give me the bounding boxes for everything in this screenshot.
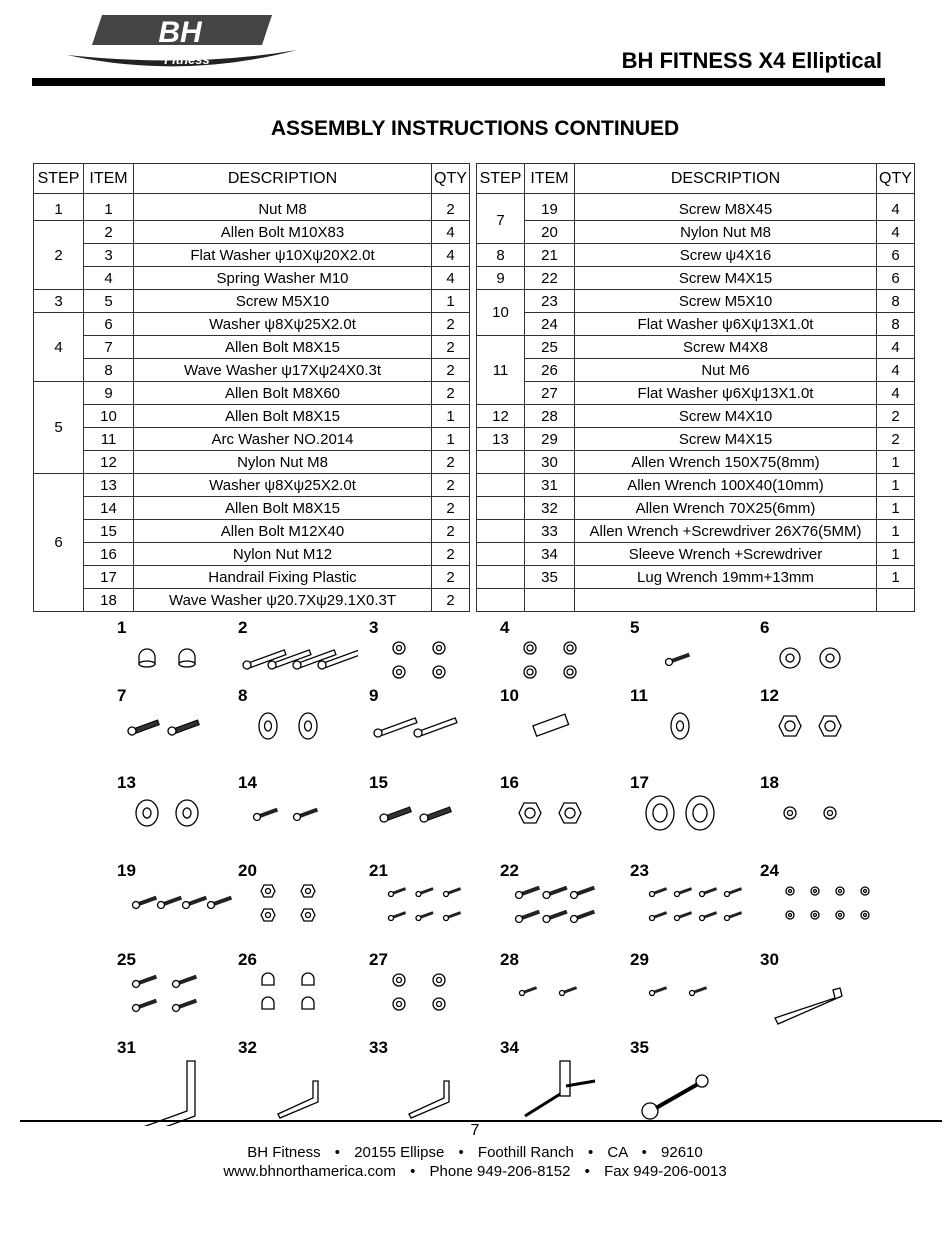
part-icon [630, 1056, 750, 1126]
qty-cell: 2 [432, 497, 470, 520]
part-number: 22 [500, 861, 519, 880]
item-cell: 21 [525, 244, 575, 267]
part-number: 11 [630, 686, 648, 705]
item-cell: 34 [525, 543, 575, 566]
step-cell [477, 566, 525, 589]
step-cell: 4 [34, 313, 84, 382]
description-cell: Screw M4X8 [575, 336, 877, 359]
part-28 [500, 950, 620, 1030]
footer-fax: Fax 949-206-0013 [604, 1163, 727, 1180]
item-cell: 7 [84, 336, 134, 359]
qty-cell: 1 [432, 290, 470, 313]
part-11 [630, 686, 750, 766]
step-cell: 10 [477, 290, 525, 336]
footer-address [0, 1144, 950, 1161]
part-number: 21 [369, 861, 388, 880]
part-icon [760, 879, 880, 949]
item-cell: 25 [525, 336, 575, 359]
part-number: 8 [238, 686, 248, 705]
part-icon [117, 704, 237, 774]
item-cell: 23 [525, 290, 575, 313]
description-cell: Flat Washer ψ6Xψ13X1.0t [575, 382, 877, 405]
footer-zip: 92610 [661, 1144, 703, 1161]
part-16 [500, 773, 620, 853]
bh-fitness-logo [62, 10, 302, 78]
table-row [34, 405, 470, 428]
col-description: DESCRIPTION [134, 164, 432, 194]
item-cell: 10 [84, 405, 134, 428]
table-row [477, 359, 915, 382]
item-cell: 13 [84, 474, 134, 497]
step-cell: 8 [477, 244, 525, 267]
part-19 [117, 861, 237, 941]
item-cell: 11 [84, 428, 134, 451]
part-12 [760, 686, 880, 766]
description-cell: Wave Washer ψ17Xψ24X0.3t [134, 359, 432, 382]
part-number: 9 [369, 686, 379, 705]
item-cell: 26 [525, 359, 575, 382]
part-number: 13 [117, 773, 136, 792]
footer-website[interactable]: www.bhnorthamerica.com [223, 1163, 396, 1180]
qty-cell [877, 589, 915, 612]
part-icon [238, 791, 358, 861]
part-icon [760, 791, 880, 861]
item-cell: 3 [84, 244, 134, 267]
table-row [34, 451, 470, 474]
step-cell [477, 474, 525, 497]
part-8 [238, 686, 358, 766]
qty-cell: 1 [432, 428, 470, 451]
part-icon [630, 968, 750, 1038]
description-cell: Nylon Nut M8 [575, 221, 877, 244]
part-26 [238, 950, 358, 1030]
part-number: 1 [117, 618, 127, 637]
table-row [34, 244, 470, 267]
item-cell: 29 [525, 428, 575, 451]
description-cell: Handrail Fixing Plastic [134, 566, 432, 589]
header-rule [32, 78, 885, 86]
description-cell: Washer ψ8Xψ25X2.0t [134, 474, 432, 497]
part-icon [238, 879, 358, 949]
table-row [477, 244, 915, 267]
qty-cell: 4 [877, 194, 915, 221]
description-cell: Lug Wrench 19mm+13mm [575, 566, 877, 589]
description-cell: Arc Washer NO.2014 [134, 428, 432, 451]
step-cell: 7 [477, 194, 525, 244]
step-cell: 13 [477, 428, 525, 451]
step-cell: 12 [477, 405, 525, 428]
part-10 [500, 686, 620, 766]
qty-cell: 4 [432, 221, 470, 244]
item-cell: 1 [84, 194, 134, 221]
qty-cell: 4 [432, 267, 470, 290]
table-row [477, 194, 915, 221]
step-cell [477, 497, 525, 520]
part-35 [630, 1038, 750, 1118]
table-row [477, 474, 915, 497]
part-29 [630, 950, 750, 1030]
description-cell: Flat Washer ψ6Xψ13X1.0t [575, 313, 877, 336]
part-number: 15 [369, 773, 388, 792]
table-row [34, 589, 470, 612]
table-row [34, 290, 470, 313]
table-row [477, 451, 915, 474]
description-cell: Allen Wrench +Screwdriver 26X76(5MM) [575, 520, 877, 543]
footer-contact [0, 1163, 950, 1180]
item-cell: 17 [84, 566, 134, 589]
qty-cell: 2 [432, 520, 470, 543]
qty-cell: 4 [877, 221, 915, 244]
description-cell: Allen Bolt M10X83 [134, 221, 432, 244]
part-9 [369, 686, 489, 766]
part-number: 20 [238, 861, 257, 880]
item-cell: 20 [525, 221, 575, 244]
part-number: 28 [500, 950, 519, 969]
part-33 [369, 1038, 489, 1118]
qty-cell: 2 [432, 566, 470, 589]
table-row [34, 566, 470, 589]
part-number: 17 [630, 773, 649, 792]
document-title: BH FITNESS X4 Elliptical [621, 48, 882, 73]
qty-cell: 2 [877, 405, 915, 428]
item-cell: 15 [84, 520, 134, 543]
bullet: • [587, 1144, 594, 1161]
part-icon [117, 1056, 237, 1126]
table-row [34, 474, 470, 497]
part-32 [238, 1038, 358, 1118]
description-cell: Allen Wrench 70X25(6mm) [575, 497, 877, 520]
description-cell: Nut M8 [134, 194, 432, 221]
part-number: 10 [500, 686, 519, 705]
col-item: ITEM [525, 164, 575, 194]
part-20 [238, 861, 358, 941]
qty-cell: 2 [432, 451, 470, 474]
table-row [34, 359, 470, 382]
step-cell: 3 [34, 290, 84, 313]
part-icon [238, 1056, 358, 1126]
part-15 [369, 773, 489, 853]
part-icon [369, 791, 489, 861]
bullet: • [641, 1144, 647, 1161]
part-icon [500, 968, 620, 1038]
description-cell: Allen Bolt M8X15 [134, 497, 432, 520]
item-cell: 32 [525, 497, 575, 520]
item-cell: 30 [525, 451, 575, 474]
part-27 [369, 950, 489, 1030]
part-number: 33 [369, 1038, 388, 1057]
part-22 [500, 861, 620, 941]
step-cell: 6 [34, 474, 84, 612]
part-number: 6 [760, 618, 770, 637]
part-30 [760, 950, 880, 1030]
col-qty: QTY [432, 164, 470, 194]
bullet: • [410, 1163, 416, 1180]
part-number: 18 [760, 773, 779, 792]
part-7 [117, 686, 237, 766]
part-25 [117, 950, 237, 1030]
item-cell: 2 [84, 221, 134, 244]
parts-illustrations [0, 618, 950, 1118]
description-cell: Nut M6 [575, 359, 877, 382]
qty-cell: 2 [432, 194, 470, 221]
part-14 [238, 773, 358, 853]
part-number: 25 [117, 950, 136, 969]
part-number: 23 [630, 861, 649, 880]
description-cell: Nylon Nut M8 [134, 451, 432, 474]
step-cell: 2 [34, 221, 84, 290]
part-17 [630, 773, 750, 853]
table-row [34, 221, 470, 244]
table-row [34, 313, 470, 336]
qty-cell: 2 [432, 359, 470, 382]
description-cell: Allen Bolt M12X40 [134, 520, 432, 543]
item-cell: 9 [84, 382, 134, 405]
qty-cell: 2 [432, 474, 470, 497]
col-item: ITEM [84, 164, 134, 194]
step-cell: 9 [477, 267, 525, 290]
item-cell: 22 [525, 267, 575, 290]
description-cell: Allen Wrench 100X40(10mm) [575, 474, 877, 497]
table-row [477, 290, 915, 313]
table-row [477, 543, 915, 566]
part-number: 16 [500, 773, 519, 792]
table-row [34, 194, 470, 221]
description-cell: Screw M4X10 [575, 405, 877, 428]
part-number: 14 [238, 773, 257, 792]
col-step: STEP [34, 164, 84, 194]
part-icon [500, 879, 620, 949]
part-icon [238, 968, 358, 1038]
step-cell [477, 589, 525, 612]
part-icon [238, 704, 358, 774]
table-row [477, 382, 915, 405]
part-icon [369, 704, 489, 774]
description-cell: Spring Washer M10 [134, 267, 432, 290]
item-cell: 14 [84, 497, 134, 520]
qty-cell: 1 [877, 497, 915, 520]
footer-company: BH Fitness [247, 1144, 321, 1161]
table-row [477, 589, 915, 612]
description-cell [575, 589, 877, 612]
qty-cell: 1 [877, 451, 915, 474]
qty-cell: 4 [877, 336, 915, 359]
qty-cell: 6 [877, 267, 915, 290]
description-cell: Wave Washer ψ20.7Xψ29.1X0.3T [134, 589, 432, 612]
part-13 [117, 773, 237, 853]
step-cell: 5 [34, 382, 84, 474]
step-cell [477, 520, 525, 543]
part-icon [500, 1056, 620, 1126]
qty-cell: 1 [432, 405, 470, 428]
qty-cell: 2 [432, 589, 470, 612]
item-cell: 8 [84, 359, 134, 382]
description-cell: Allen Wrench 150X75(8mm) [575, 451, 877, 474]
item-cell: 12 [84, 451, 134, 474]
qty-cell: 4 [432, 244, 470, 267]
page-number: 7 [470, 1122, 480, 1139]
item-cell: 18 [84, 589, 134, 612]
part-number: 29 [630, 950, 649, 969]
description-cell: Screw M4X15 [575, 428, 877, 451]
qty-cell: 2 [432, 543, 470, 566]
item-cell: 24 [525, 313, 575, 336]
part-icon [369, 879, 489, 949]
description-cell: Nylon Nut M12 [134, 543, 432, 566]
step-cell: 11 [477, 336, 525, 405]
description-cell: Washer ψ8Xψ25X2.0t [134, 313, 432, 336]
table-row [34, 336, 470, 359]
footer-state: CA [607, 1144, 628, 1161]
part-number: 32 [238, 1038, 257, 1057]
qty-cell: 2 [432, 382, 470, 405]
step-cell: 1 [34, 194, 84, 221]
description-cell: Allen Bolt M8X15 [134, 336, 432, 359]
parts-table-right [476, 163, 915, 612]
part-number: 7 [117, 686, 127, 705]
table-row [477, 336, 915, 359]
item-cell: 35 [525, 566, 575, 589]
item-cell: 4 [84, 267, 134, 290]
bullet: • [334, 1144, 341, 1161]
qty-cell: 1 [877, 566, 915, 589]
part-number: 5 [630, 618, 640, 637]
description-cell: Screw M5X10 [575, 290, 877, 313]
table-row [477, 313, 915, 336]
part-icon [117, 791, 237, 861]
table-row [477, 520, 915, 543]
table-row [34, 520, 470, 543]
table-row [34, 382, 470, 405]
description-cell: Screw M8X45 [575, 194, 877, 221]
table-row [34, 543, 470, 566]
part-icon [500, 704, 620, 774]
table-row [477, 428, 915, 451]
description-cell: Screw M4X15 [575, 267, 877, 290]
part-number: 27 [369, 950, 388, 969]
qty-cell: 8 [877, 290, 915, 313]
description-cell: Screw M5X10 [134, 290, 432, 313]
part-number: 26 [238, 950, 257, 969]
part-icon [117, 968, 237, 1038]
table-row [477, 221, 915, 244]
part-number: 31 [117, 1038, 136, 1057]
parts-table-left [33, 163, 470, 612]
part-icon [760, 968, 880, 1038]
part-icon [630, 704, 750, 774]
footer-phone: Phone 949-206-8152 [429, 1163, 571, 1180]
description-cell: Allen Bolt M8X60 [134, 382, 432, 405]
part-icon [500, 791, 620, 861]
part-number: 12 [760, 686, 779, 705]
bullet: • [458, 1144, 464, 1161]
item-cell: 16 [84, 543, 134, 566]
part-24 [760, 861, 880, 941]
qty-cell: 1 [877, 520, 915, 543]
part-number: 24 [760, 861, 779, 880]
description-cell: Allen Bolt M8X15 [134, 405, 432, 428]
part-icon [117, 879, 237, 949]
item-cell: 28 [525, 405, 575, 428]
item-cell: 6 [84, 313, 134, 336]
qty-cell: 4 [877, 359, 915, 382]
table-row [34, 267, 470, 290]
page-heading: ASSEMBLY INSTRUCTIONS CONTINUED [270, 117, 680, 140]
col-qty: QTY [877, 164, 915, 194]
qty-cell: 1 [877, 474, 915, 497]
table-row [477, 405, 915, 428]
part-icon [630, 791, 750, 861]
item-cell: 31 [525, 474, 575, 497]
table-row [34, 497, 470, 520]
table-row [477, 566, 915, 589]
part-number: 34 [500, 1038, 519, 1057]
part-31 [117, 1038, 237, 1118]
description-cell: Flat Washer ψ10Xψ20X2.0t [134, 244, 432, 267]
table-row [477, 267, 915, 290]
item-cell [525, 589, 575, 612]
item-cell: 5 [84, 290, 134, 313]
svg-text:BH: BH [158, 16, 202, 49]
step-cell [477, 451, 525, 474]
table-row [34, 428, 470, 451]
part-number: 4 [500, 618, 510, 637]
qty-cell: 2 [432, 336, 470, 359]
step-cell [477, 543, 525, 566]
description-cell: Sleeve Wrench +Screwdriver [575, 543, 877, 566]
part-icon [760, 704, 880, 774]
qty-cell: 1 [877, 543, 915, 566]
qty-cell: 2 [432, 313, 470, 336]
part-21 [369, 861, 489, 941]
col-step: STEP [477, 164, 525, 194]
col-description: DESCRIPTION [575, 164, 877, 194]
qty-cell: 6 [877, 244, 915, 267]
item-cell: 27 [525, 382, 575, 405]
description-cell: Screw ψ4X16 [575, 244, 877, 267]
item-cell: 33 [525, 520, 575, 543]
qty-cell: 4 [877, 382, 915, 405]
footer-city: Foothill Ranch [477, 1144, 574, 1161]
part-icon [630, 879, 750, 949]
svg-text:Fitness: Fitness [164, 52, 210, 67]
part-18 [760, 773, 880, 853]
part-number: 30 [760, 950, 779, 969]
part-23 [630, 861, 750, 941]
footer-street: 20155 Ellipse [354, 1144, 445, 1161]
item-cell: 19 [525, 194, 575, 221]
part-icon [369, 968, 489, 1038]
bullet: • [584, 1163, 590, 1180]
part-number: 3 [369, 618, 379, 637]
table-row [477, 497, 915, 520]
part-number: 19 [117, 861, 136, 880]
qty-cell: 8 [877, 313, 915, 336]
part-number: 35 [630, 1038, 649, 1057]
part-number: 2 [238, 618, 248, 637]
qty-cell: 2 [877, 428, 915, 451]
part-icon [369, 1056, 489, 1126]
part-34 [500, 1038, 620, 1118]
